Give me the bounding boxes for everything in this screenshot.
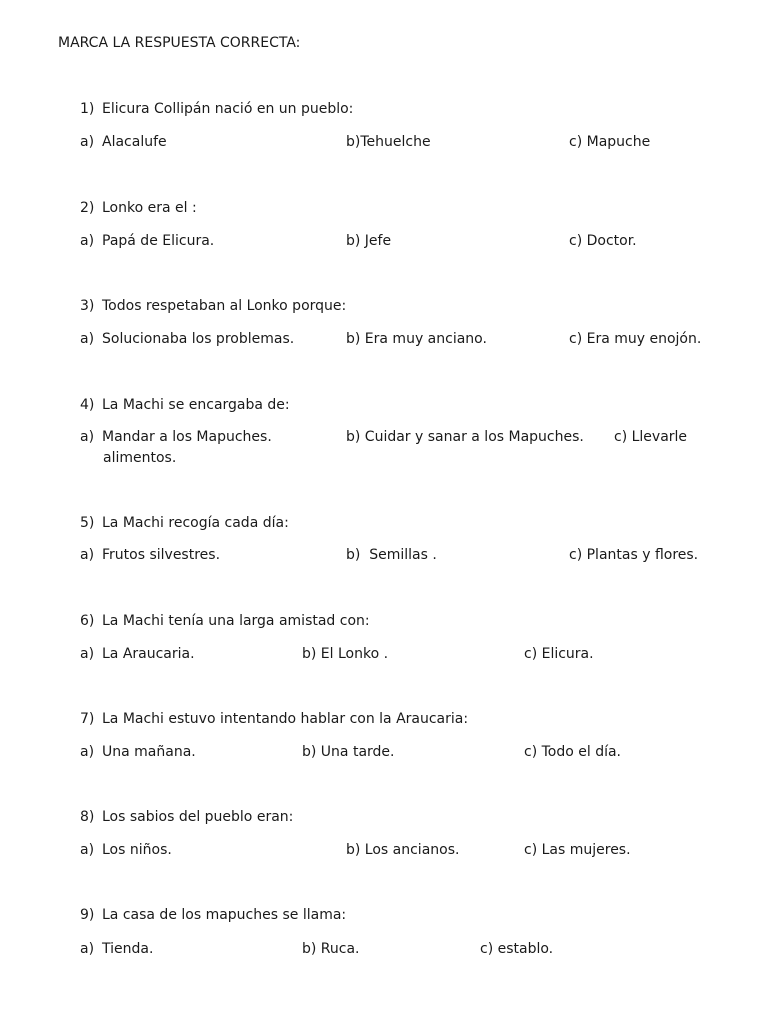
question-text: La Machi recogía cada día:: [102, 515, 289, 531]
option-marker: a): [80, 941, 95, 957]
option-text: Solucionaba los problemas.: [102, 331, 295, 347]
option-b[interactable]: b) Jefe: [346, 233, 392, 249]
option-c-continuation: alimentos.: [103, 450, 177, 466]
option-marker: a): [80, 744, 95, 760]
question-text: La Machi estuvo intentando hablar con la Araucaria:: [102, 711, 469, 727]
option-c[interactable]: c) Elicura.: [524, 646, 594, 662]
option-marker: a): [80, 429, 95, 445]
option-marker: a): [80, 646, 95, 662]
option-text: Mandar a los Mapuches.: [102, 429, 272, 445]
question-5: [80, 515, 289, 531]
question-number: 8): [80, 809, 95, 825]
option-c[interactable]: c) Plantas y flores.: [569, 547, 699, 563]
question-8: [80, 809, 293, 825]
option-marker: a): [80, 134, 95, 150]
option-b[interactable]: b) Ruca.: [302, 941, 360, 957]
option-text: La Araucaria.: [102, 646, 195, 662]
question-text: Elicura Collipán nació en un pueblo:: [102, 101, 354, 117]
option-b[interactable]: b) Cuidar y sanar a los Mapuches.: [346, 429, 584, 445]
question-text: La casa de los mapuches se llama:: [102, 907, 347, 923]
question-text: Todos respetaban al Lonko porque:: [102, 298, 347, 314]
option-b[interactable]: b) El Lonko .: [302, 646, 389, 662]
question-text: Lonko era el :: [102, 200, 197, 216]
question-number: 3): [80, 298, 95, 314]
question-number: 1): [80, 101, 95, 117]
option-marker: a): [80, 331, 95, 347]
option-c[interactable]: c) establo.: [480, 941, 554, 957]
option-text: Tienda.: [102, 941, 154, 957]
question-6: [80, 613, 370, 629]
option-b[interactable]: b)Tehuelche: [346, 134, 431, 150]
option-marker: a): [80, 842, 95, 858]
option-a[interactable]: [80, 646, 195, 662]
option-a[interactable]: [80, 134, 167, 150]
question-number: 9): [80, 907, 95, 923]
option-b[interactable]: b) Los ancianos.: [346, 842, 460, 858]
option-text: Papá de Elicura.: [102, 233, 215, 249]
question-1: [80, 101, 353, 117]
option-a[interactable]: [80, 842, 172, 858]
question-number: 5): [80, 515, 95, 531]
option-c[interactable]: c) Era muy enojón.: [569, 331, 702, 347]
question-text: La Machi se encargaba de:: [102, 397, 290, 413]
question-9: [80, 907, 346, 923]
option-a[interactable]: [80, 233, 214, 249]
question-text: Los sabios del pueblo eran:: [102, 809, 294, 825]
question-number: 2): [80, 200, 95, 216]
question-7: [80, 711, 468, 727]
option-c[interactable]: c) Llevarle: [614, 429, 688, 445]
question-3: [80, 298, 346, 314]
page-title: MARCA LA RESPUESTA CORRECTA:: [58, 35, 301, 51]
option-text: Una mañana.: [102, 744, 196, 760]
option-text: Los niños.: [102, 842, 172, 858]
option-text: Alacalufe: [102, 134, 167, 150]
option-a[interactable]: [80, 331, 294, 347]
option-a[interactable]: [80, 429, 272, 445]
option-marker: a): [80, 547, 95, 563]
option-c[interactable]: c) Mapuche: [569, 134, 651, 150]
question-4: [80, 397, 290, 413]
option-b[interactable]: b) Semillas .: [346, 547, 437, 563]
question-text: La Machi tenía una larga amistad con:: [102, 613, 370, 629]
option-text: Frutos silvestres.: [102, 547, 221, 563]
option-a[interactable]: [80, 941, 153, 957]
option-b[interactable]: b) Era muy anciano.: [346, 331, 487, 347]
option-c[interactable]: c) Las mujeres.: [524, 842, 631, 858]
question-2: [80, 200, 197, 216]
question-number: 4): [80, 397, 95, 413]
question-number: 7): [80, 711, 95, 727]
option-c[interactable]: c) Todo el día.: [524, 744, 622, 760]
option-c[interactable]: c) Doctor.: [569, 233, 637, 249]
option-b[interactable]: b) Una tarde.: [302, 744, 395, 760]
option-a[interactable]: [80, 547, 220, 563]
question-number: 6): [80, 613, 95, 629]
option-marker: a): [80, 233, 95, 249]
option-a[interactable]: [80, 744, 196, 760]
